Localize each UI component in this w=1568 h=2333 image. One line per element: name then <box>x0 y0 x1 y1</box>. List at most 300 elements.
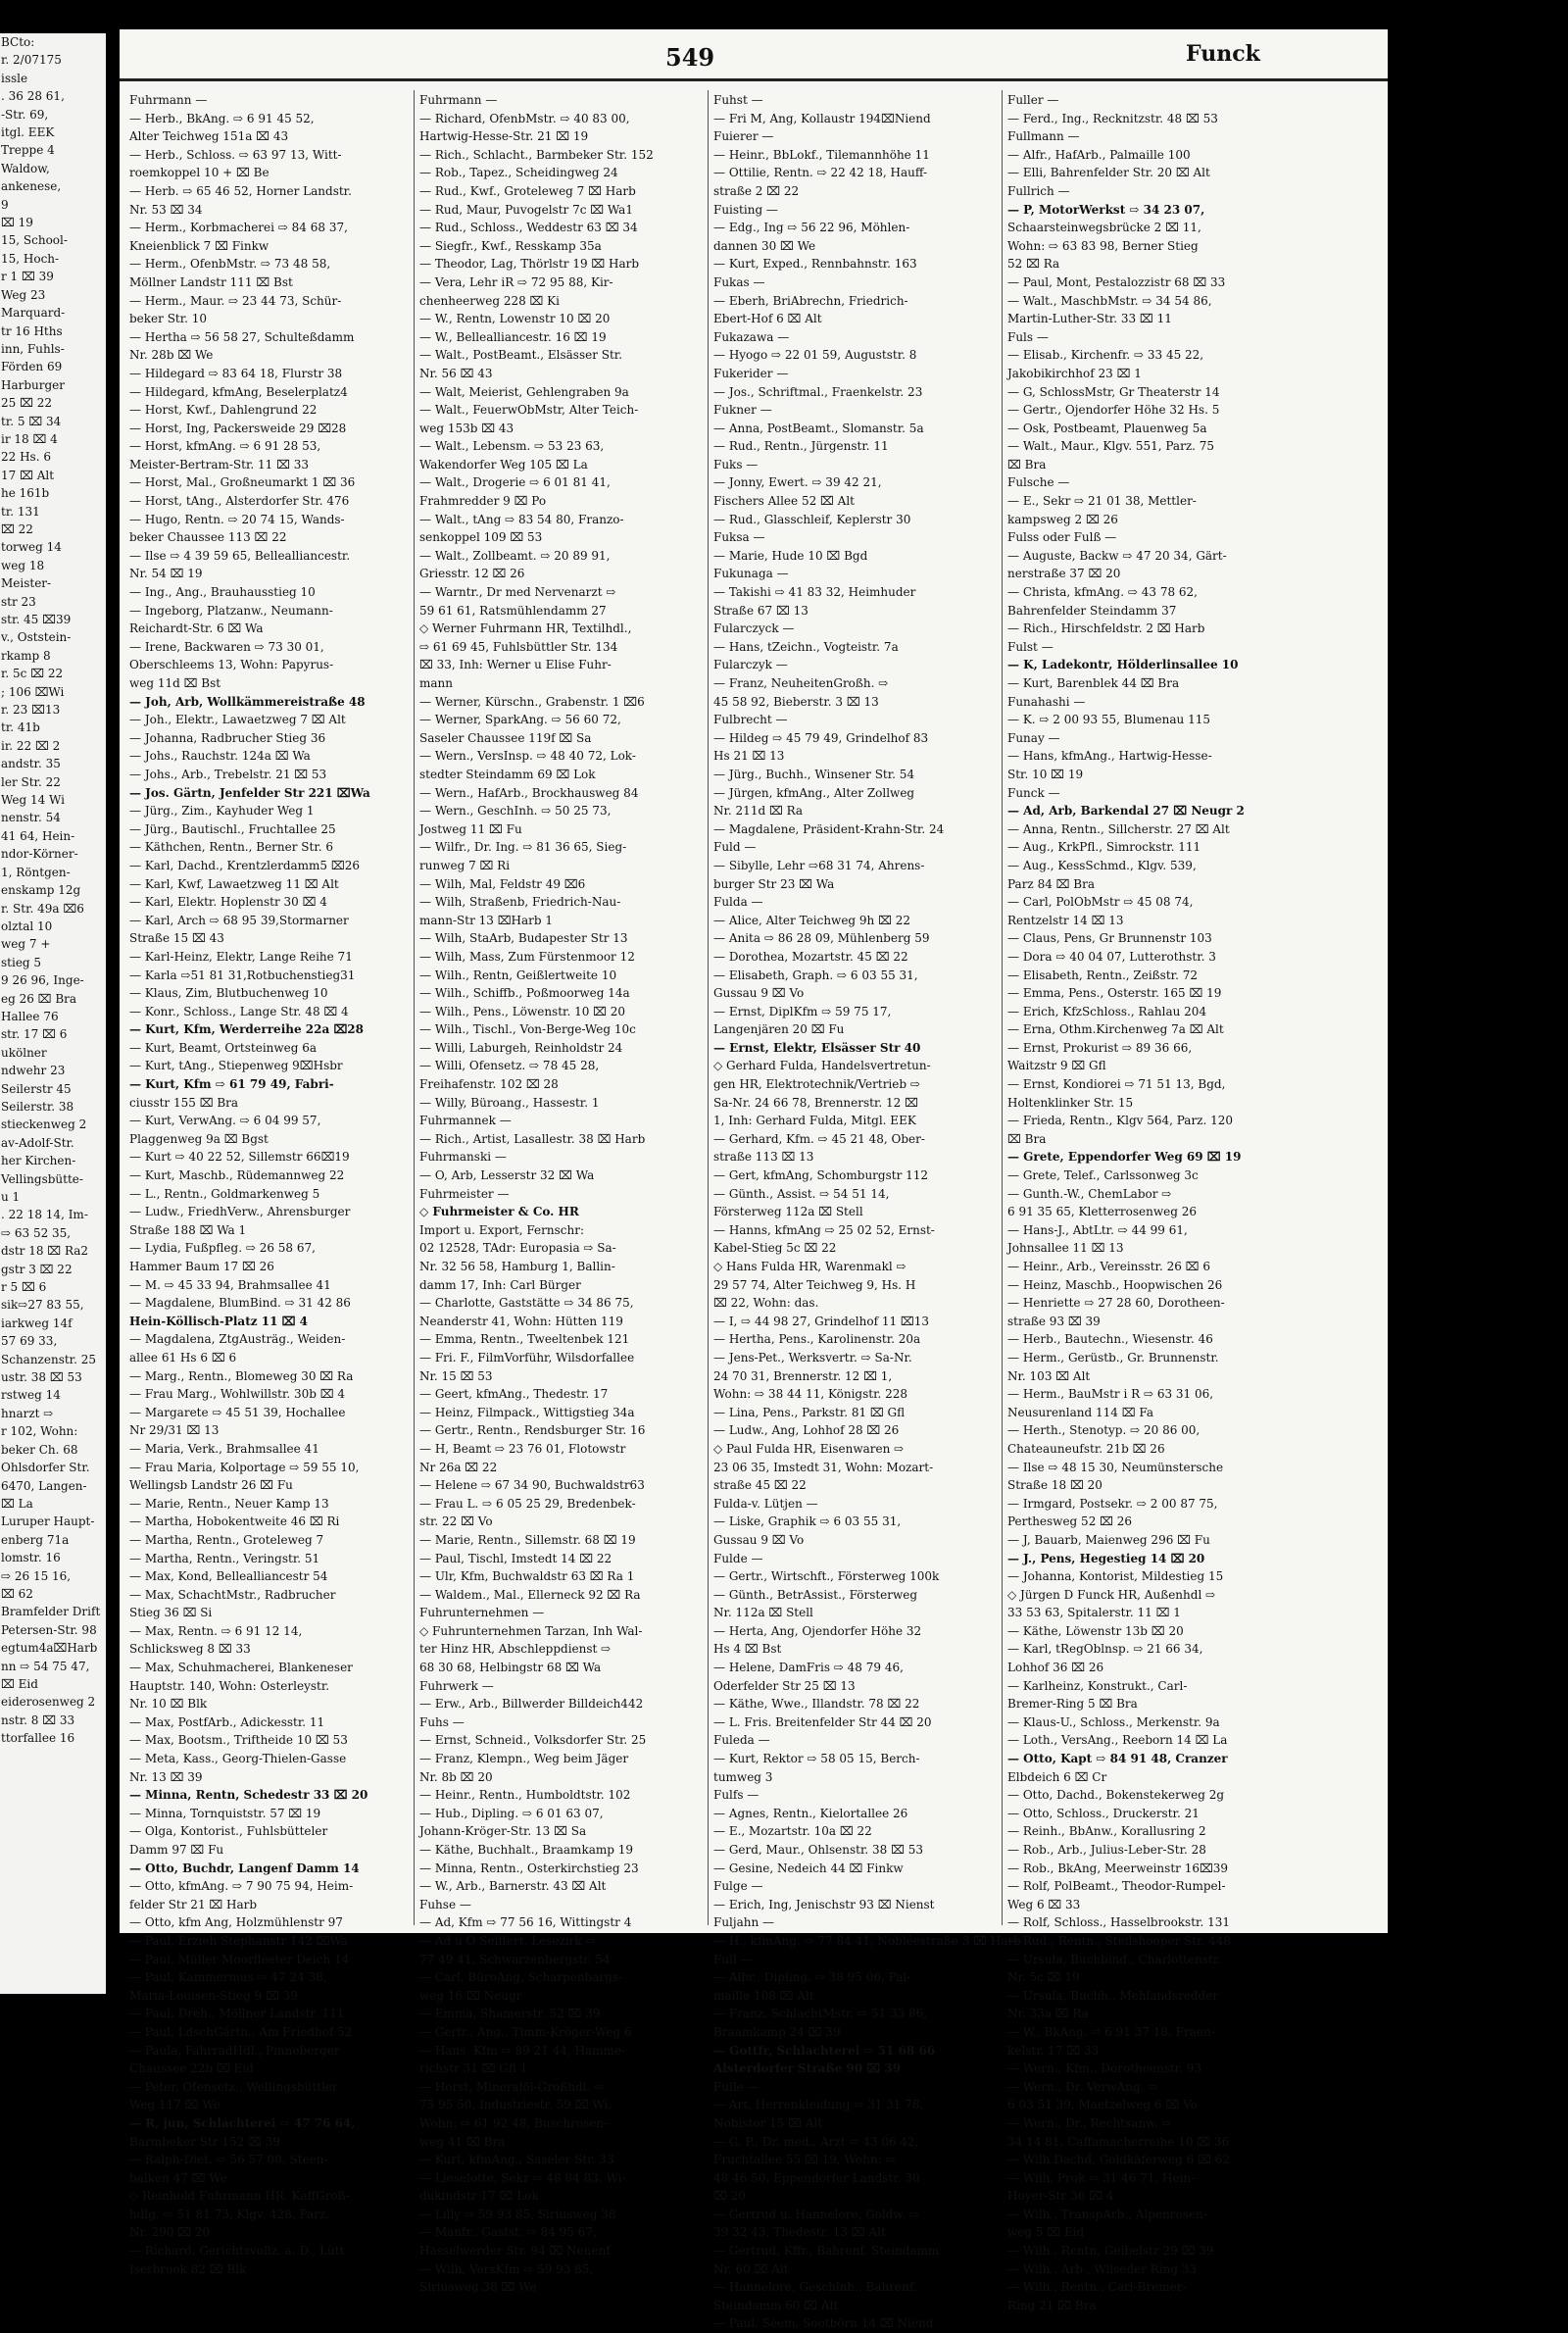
directory-entry-line: — Lina, Pens., Parkstr. 81 ⌧ Gfl <box>713 1405 906 1419</box>
prev-page-line: Marquard- <box>1 306 66 321</box>
directory-entry-line: — Werner, SparkAng. ⇨ 56 60 72, <box>419 713 621 727</box>
directory-entry-line: Alter Teichweg 151a ⌧ 43 <box>129 129 289 144</box>
directory-entry-line: — Kurt ⇨ 40 22 52, Sillemstr 66⌧19 <box>129 1150 350 1165</box>
directory-entry-line: — W., Arb., Barnerstr. 43 ⌧ Alt <box>419 1879 607 1894</box>
directory-entry-line: — G. P., Dr. med., Arzt ⇨ 43 06 42, <box>713 2134 919 2149</box>
prev-page-line: rkamp 8 <box>1 648 51 663</box>
directory-entry-line: burger Str 23 ⌧ Wa <box>713 876 835 891</box>
directory-entry-line: — Richard, Gerichtsvollz. a. D., Lütt <box>129 2244 345 2259</box>
directory-entry-line: — Kurt, Kfm ⇨ 61 79 49, Fabri- <box>129 1077 334 1092</box>
directory-entry-line: — Herm., Gerüstb., Gr. Brunnenstr. <box>1007 1350 1219 1365</box>
directory-entry-line: — Ernst, DiplKfm ⇨ 59 75 17, <box>713 1004 892 1018</box>
directory-entry-line: — Wilh., Rentn, Geibelstr 29 ⌧ 39 <box>1007 2244 1214 2259</box>
prev-page-line: he 161b <box>1 486 50 501</box>
directory-entry-line: — Klaus, Zim, Blutbuchenweg 10 <box>129 986 328 1001</box>
directory-entry-line: tumweg 3 <box>713 1769 773 1784</box>
prev-page-line: ⌧ 22 <box>1 521 33 536</box>
directory-entry-line: — J, Bauarb, Maienweg 296 ⌧ Fu <box>1007 1532 1210 1547</box>
directory-entry-line: dukindstr 17 ⌧ Lok <box>419 2189 539 2204</box>
directory-entry-line: — Gert, kfmAng, Schomburgstr 112 <box>713 1168 929 1183</box>
directory-entry-line: 39 32 43, Thedestr. 13 ⌧ Alt <box>713 2225 886 2240</box>
prev-page-line: Weg 23 <box>1 287 46 302</box>
directory-entry-line: straße 45 ⌧ 22 <box>713 1478 807 1493</box>
directory-entry-line: Nr. 10 ⌧ Blk <box>129 1697 208 1712</box>
directory-entry-line: Neanderstr 41, Wohn: Hütten 119 <box>419 1314 623 1328</box>
directory-entry-line: — Wilh Dachd, Goldkäferweg 6 ⌧ 62 <box>1007 2153 1230 2167</box>
directory-entry-line: 59 61 61, Ratsmühlendamm 27 <box>419 603 607 618</box>
directory-entry-line: — Gottfr, Schlachterei ⇨ 51 68 66 <box>713 2043 936 2058</box>
directory-entry-line: Nr. 53 ⌧ 34 <box>129 202 203 217</box>
directory-entry-line: — Otto, Dachd., Bokenstekerweg 2g <box>1007 1788 1225 1803</box>
prev-page-line: ler Str. 22 <box>1 774 61 789</box>
directory-entry-line: — Hildeg ⇨ 45 79 49, Grindelhof 83 <box>713 730 929 745</box>
directory-entry-line: 48 46 50, Eppendorfer Landstr. 30 <box>713 2170 920 2185</box>
directory-entry-line: Siriusweg 38 ⌧ We <box>419 2280 537 2295</box>
prev-page-line: tr. 5 ⌧ 34 <box>1 414 62 428</box>
directory-entry-line: — Frau Maria, Kolportage ⇨ 59 55 10, <box>129 1460 360 1474</box>
prev-page-line: ⇨ 26 15 16, <box>1 1568 72 1583</box>
directory-entry-line: — Walt., MaschbMstr. ⇨ 34 54 86, <box>1007 293 1212 308</box>
prev-page-line: rstweg 14 <box>1 1388 61 1403</box>
directory-entry-line: Nr. 33a ⌧ Ra <box>1007 2007 1089 2021</box>
directory-entry-line: — Walt., Maur., Klgv. 551, Parz. 75 <box>1007 439 1215 454</box>
prev-page-line: eg 26 ⌧ Bra <box>1 991 77 1006</box>
directory-entry-line: dannen 30 ⌧ We <box>713 238 816 253</box>
prev-page-line: ; 106 ⌧Wi <box>1 684 65 699</box>
directory-entry-line: ⌧ Bra <box>1007 1131 1047 1146</box>
directory-entry-line: — Konr., Schloss., Lange Str. 48 ⌧ 4 <box>129 1004 349 1018</box>
directory-entry-line: — Paul, Tischl, Imstedt 14 ⌧ 22 <box>419 1551 612 1565</box>
directory-entry-line: — Erna, Othm.Kirchenweg 7a ⌧ Alt <box>1007 1022 1224 1037</box>
prev-page-line: av-Adolf-Str. <box>1 1135 74 1150</box>
directory-entry-line: Straße 15 ⌧ 43 <box>129 931 224 946</box>
directory-entry-line: — Herm., BauMstr i R ⇨ 63 31 06, <box>1007 1387 1214 1402</box>
directory-entry-line: — Gertrud u. Hannelore, Goldw. ⇨ <box>713 2207 919 2221</box>
directory-entry-line: — Johs., Arb., Trebelstr. 21 ⌧ 53 <box>129 767 327 781</box>
directory-entry-line: Fuhrmann — <box>129 93 208 107</box>
directory-entry-line: — Emma, Shamerstr. 52 ⌧ 39 <box>419 2007 601 2021</box>
directory-entry-line: — Jos. Gärtn, Jenfelder Str 221 ⌧Wa <box>129 785 370 800</box>
directory-entry-line: Nr. 211d ⌧ Ra <box>713 804 804 819</box>
directory-entry-line: — Karl, Arch ⇨ 68 95 39,Stormarner <box>129 913 349 927</box>
page-number: 549 <box>665 43 715 72</box>
directory-entry-line: — Joh, Arb, Wollkämmereistraße 48 <box>129 694 366 709</box>
directory-entry-line: Fuhrmann — <box>419 93 498 107</box>
directory-entry-line: — Wern., Dr., Rechtsanw. ⇨ <box>1007 2115 1172 2130</box>
directory-entry-line: — W., Rentn, Lowenstr 10 ⌧ 20 <box>419 312 611 326</box>
directory-entry-line: — E., Sekr ⇨ 21 01 38, Mettler- <box>1007 494 1197 509</box>
directory-entry-line: — Jonny, Ewert. ⇨ 39 42 21, <box>713 475 882 490</box>
directory-entry-line: — Ad, Kfm ⇨ 77 56 16, Wittingstr 4 <box>419 1915 632 1930</box>
directory-entry-line: — Hans-J., AbtLtr. ⇨ 44 99 61, <box>1007 1222 1188 1237</box>
directory-entry-line: — Paul, LdschGärtn., Am Friedhof 52 <box>129 2024 353 2039</box>
directory-entry-line: — W., Bellealliancestr. 16 ⌧ 19 <box>419 329 607 344</box>
directory-entry-line: Hasselwerder Str. 94 ⌧ Neuenf <box>419 2244 611 2259</box>
prev-page-line: ustr. 38 ⌧ 53 <box>1 1370 82 1385</box>
directory-entry-line: — Walt., PostBeamt., Elsässer Str. <box>419 348 623 363</box>
directory-entry-line: 34 14 81, Caffamacherreihe 10 ⌧ 36 <box>1007 2134 1230 2149</box>
prev-page-line: 15, School- <box>1 233 68 248</box>
directory-entry-line: Funay — <box>1007 730 1060 745</box>
directory-entry-line: Fuhrwerk — <box>419 1678 494 1693</box>
directory-entry-line: Frahmredder 9 ⌧ Po <box>419 494 547 509</box>
directory-entry-line: Nr 26a ⌧ 22 <box>419 1460 498 1474</box>
directory-entry-line: Hoyer-Str 36 ⌧ 4 <box>1007 2189 1114 2204</box>
directory-entry-line: — Ilse ⇨ 4 39 59 65, Bellealliancestr. <box>129 548 351 563</box>
directory-entry-line: Nobistor 15 ⌧ Alt <box>713 2115 823 2130</box>
directory-entry-line: richstr 31 ⌧ Gfl 1 <box>419 2061 528 2076</box>
directory-entry-line: Alsterdorfer Straße 90 ⌧ 39 <box>713 2061 901 2076</box>
directory-entry-line: nerstraße 37 ⌧ 20 <box>1007 567 1121 581</box>
directory-entry-line: — K, Ladekontr, Hölderlinsallee 10 <box>1007 658 1239 672</box>
directory-entry-line: — Karl, Dachd., Krentzlerdamm5 ⌧26 <box>129 858 360 872</box>
directory-entry-line: Lohhof 36 ⌧ 26 <box>1007 1661 1104 1675</box>
directory-entry-line: — Karl, Kwf, Lawaetzweg 11 ⌧ Alt <box>129 876 339 891</box>
directory-entry-line: Nr. 60 ⌧ Alt <box>713 2261 789 2276</box>
prev-page-line: tr. 131 <box>1 504 40 519</box>
directory-entry-line: — Werner, Kürschn., Grabenstr. 1 ⌧6 <box>419 694 645 709</box>
directory-entry-line: Fulge — <box>713 1879 763 1894</box>
directory-entry-line: Nr. 56 ⌧ 43 <box>419 366 493 380</box>
directory-entry-line: — Karl-Heinz, Elektr, Lange Reihe 71 <box>129 949 353 964</box>
directory-entry-line: — Horst, Ing, Packersweide 29 ⌧28 <box>129 421 347 435</box>
prev-page-line: r. 23 ⌧13 <box>1 703 61 718</box>
directory-entry-line: Elbdeich 6 ⌧ Cr <box>1007 1769 1107 1784</box>
prev-page-line: str. 45 ⌧39 <box>1 613 72 626</box>
directory-entry-line: — Franz, NeuheitenGroßh. ⇨ <box>713 676 889 690</box>
directory-entry-line: — Joh., Elektr., Lawaetzweg 7 ⌧ Alt <box>129 713 346 727</box>
directory-entry-line: straße 113 ⌧ 13 <box>713 1150 814 1165</box>
directory-entry-line: — Ilse ⇨ 48 15 30, Neumünstersche <box>1007 1460 1224 1474</box>
directory-entry-line: Fuisting — <box>713 202 778 217</box>
directory-entry-line: Nr. 290 ⌧ 20 <box>129 2225 211 2240</box>
directory-entry-line: — Eberh, BriAbrechn, Friedrich- <box>713 293 908 308</box>
directory-entry-line: Kabel-Stieg 5c ⌧ 22 <box>713 1241 837 1256</box>
directory-entry-line: — L., Rentn., Goldmarkenweg 5 <box>129 1186 320 1201</box>
directory-entry-line: 77 49 41, Schwarzenbergstr. 54 <box>419 1952 611 1966</box>
prev-page-line: 9 <box>1 197 9 212</box>
directory-entry-line: — Marg., Rentn., Blomeweg 30 ⌧ Ra <box>129 1368 354 1383</box>
prev-page-line: dstr 18 ⌧ Ra2 <box>1 1244 89 1259</box>
directory-entry-line: — Minna, Rentn, Schedestr 33 ⌧ 20 <box>129 1788 368 1803</box>
directory-entry-line: Oderfelder Str 25 ⌧ 13 <box>713 1678 856 1693</box>
prev-page-line: issle <box>1 71 28 85</box>
directory-entry-line: 02 12528, TAdr: Europasia ⇨ Sa- <box>419 1241 616 1256</box>
directory-entry-line: — Wilh., Pens., Löwenstr. 10 ⌧ 20 <box>419 1004 626 1018</box>
prev-page-line: 22 Hs. 6 <box>1 450 51 465</box>
directory-entry-line: — Gertr., Ojendorfer Höhe 32 Hs. 5 <box>1007 403 1220 418</box>
directory-entry-line: — Wilh, StaArb, Budapester Str 13 <box>419 931 628 946</box>
directory-entry-line: Fuks — <box>713 457 759 472</box>
directory-entry-line: — Anita ⇨ 86 28 09, Mühlenberg 59 <box>713 931 930 946</box>
directory-entry-line: runweg 7 ⌧ Ri <box>419 858 511 872</box>
prev-page-line: olztal 10 <box>1 918 53 933</box>
directory-entry-line: — Paula, FahrradHdl., Pinneberger <box>129 2043 340 2058</box>
column-divider <box>1002 90 1003 1925</box>
prev-page-line: 1, Röntgen- <box>1 865 71 879</box>
prev-page-line: ⌧ Eid <box>1 1676 38 1691</box>
directory-entry-line: Johnsallee 11 ⌧ 13 <box>1007 1241 1124 1256</box>
directory-entry-line: — Minna, Tornquiststr. 57 ⌧ 19 <box>129 1806 321 1820</box>
directory-entry-line: — Ingeborg, Platzanw., Neumann- <box>129 603 333 618</box>
previous-page-fragment <box>0 33 106 1994</box>
directory-entry-line: — Karla ⇨51 81 31,Rotbuchenstieg31 <box>129 968 356 982</box>
directory-entry-line: Wohn: ⇨ 63 83 98, Berner Stieg <box>1007 238 1199 253</box>
directory-entry-line: mann-Str 13 ⌧Harb 1 <box>419 913 554 927</box>
directory-entry-line: Straße 188 ⌧ Wa 1 <box>129 1222 247 1237</box>
directory-entry-line: — Hyogo ⇨ 22 01 59, Auguststr. 8 <box>713 348 917 363</box>
directory-entry-line: — Paul, Mont, Pestalozzistr 68 ⌧ 33 <box>1007 274 1226 289</box>
directory-entry-line: — Hans, tZeichn., Vogteistr. 7a <box>713 639 899 654</box>
directory-entry-line: Fukerider — <box>713 366 789 380</box>
directory-entry-line: — Rich., Artist, Lasallestr. 38 ⌧ Harb <box>419 1131 646 1146</box>
directory-entry-line: — Osk, Postbeamt, Plauenweg 5a <box>1007 421 1207 435</box>
directory-entry-line: — Ursula, Buchbind., Charlottenstr. <box>1007 1952 1222 1966</box>
directory-entry-line: — Loth., VersAng., Reeborn 14 ⌧ La <box>1007 1733 1228 1748</box>
directory-entry-line: — Paul, Dreh., Möllner Landstr. 111 <box>129 2007 345 2021</box>
directory-entry-line: — Jürg., Buchh., Winsener Str. 54 <box>713 767 915 781</box>
directory-entry-line: — Heinr., Arb., Vereinsstr. 26 ⌧ 6 <box>1007 1260 1210 1273</box>
prev-page-line: Hallee 76 <box>1 1009 59 1023</box>
directory-entry-line: — Kurt, VerwAng. ⇨ 6 04 99 57, <box>129 1114 321 1128</box>
directory-entry-line: — Heinr., BbLokf., Tilemannhöhe 11 <box>713 147 930 162</box>
prev-page-line: BCto: <box>1 35 35 49</box>
directory-entry-line: — Willi, Laburgeh, Reinholdstr 24 <box>419 1040 623 1055</box>
directory-entry-line: Jakobikirchhof 23 ⌧ 1 <box>1007 366 1142 380</box>
prev-page-line: ir. 22 ⌧ 2 <box>1 738 61 753</box>
directory-entry-line: damm 17, Inh: Carl Bürger <box>419 1277 581 1292</box>
directory-entry-line: — Carl, PolObMstr ⇨ 45 08 74, <box>1007 895 1194 910</box>
directory-entry-line: Hartwig-Hesse-Str. 21 ⌧ 19 <box>419 129 589 144</box>
directory-entry-line: 23 06 35, Imstedt 31, Wohn: Mozart- <box>713 1460 934 1474</box>
directory-entry-line: — Ad u O Seiffert, Lesezirk ⇨ <box>419 1933 596 1948</box>
directory-entry-line: — Wilh, VersKfm ⇨ 59 93 85, <box>419 2261 594 2276</box>
column-1 <box>129 91 411 2278</box>
directory-entry-line: Martin-Luther-Str. 33 ⌧ 11 <box>1007 312 1172 326</box>
directory-entry-line: Wellingsb Landstr 26 ⌧ Fu <box>129 1478 293 1493</box>
directory-entry-line: — Ing., Ang., Brauhausstieg 10 <box>129 585 316 600</box>
directory-entry-line: — Dora ⇨ 40 04 07, Lutterothstr. 3 <box>1007 949 1216 964</box>
directory-entry-line: weg 5 ⌧ Eid <box>1007 2225 1085 2240</box>
directory-entry-line: — Karl, tRegOblnsp. ⇨ 21 66 34, <box>1007 1642 1203 1657</box>
directory-entry-line: 45 58 92, Bieberstr. 3 ⌧ 13 <box>713 694 879 709</box>
directory-entry-line: — Erw., Arb., Billwerder Billdeich442 <box>419 1697 644 1712</box>
directory-entry-line: Weg 117 ⌧ We <box>129 2098 220 2112</box>
directory-entry-line: — Wilh, Mal, Feldstr 49 ⌧6 <box>419 876 586 891</box>
prev-page-line: 9 26 96, Inge- <box>1 973 84 988</box>
directory-entry-line: Fulss oder Fulß — <box>1007 530 1117 545</box>
directory-entry-line: — Gertrud, Kffr., Bahrenf. Steindamm <box>713 2244 940 2259</box>
directory-entry-line: — Marie, Rentn., Sillemstr. 68 ⌧ 19 <box>419 1532 636 1547</box>
directory-entry-line: Nr. 15 ⌧ 53 <box>419 1368 493 1383</box>
directory-entry-line: — Wilh., TranspArb., Alpenrosen- <box>1007 2207 1207 2221</box>
directory-entry-line: — Paul, Kammermus ⇨ 47 24 38, <box>129 1970 327 1985</box>
directory-entry-line: maille 108 ⌧ Alt <box>713 1988 814 2003</box>
column-2 <box>419 91 704 2297</box>
prev-page-line: v., Oststein- <box>1 630 72 645</box>
directory-entry-line: — Frieda, Rentn., Klgv 564, Parz. 120 <box>1007 1114 1234 1128</box>
directory-entry-line: — Irmgard, Postsekr. ⇨ 2 00 87 75, <box>1007 1496 1218 1511</box>
prev-page-line: sik⇨27 83 55, <box>1 1298 84 1313</box>
directory-entry-line: — Siegfr., Kwf., Resskamp 35a <box>419 238 602 253</box>
prev-page-line: r 102, Wohn: <box>1 1424 78 1439</box>
directory-entry-line: — Paul, Erzieh Stephanstr 142 ⌧Wa <box>129 1933 348 1948</box>
directory-entry-line: — Magdalene, BlumBind. ⇨ 31 42 86 <box>129 1296 351 1311</box>
directory-entry-line: 68 30 68, Helbingstr 68 ⌧ Wa <box>419 1661 602 1675</box>
directory-entry-line: — Christa, kfmAng. ⇨ 43 78 62, <box>1007 585 1198 600</box>
directory-entry-line: Fuhrmannek — <box>419 1114 512 1128</box>
directory-entry-line: Saseler Chaussee 119f ⌧ Sa <box>419 730 592 745</box>
directory-entry-line: Nr. 54 ⌧ 19 <box>129 567 203 581</box>
directory-entry-line: — Käthe, Buchhalt., Braamkamp 19 <box>419 1843 634 1857</box>
directory-entry-line: — Rud., Rentn., Jürgenstr. 11 <box>713 439 889 454</box>
directory-entry-line: — Kurt, Kfm, Werderreihe 22a ⌧28 <box>129 1022 364 1037</box>
directory-entry-line: — Wilfr., Dr. Ing. ⇨ 81 36 65, Sieg- <box>419 840 627 855</box>
prev-page-line: ⌧ 62 <box>1 1586 33 1601</box>
directory-entry-line: — Ralph-Diet. ⇨ 56 57 00, Steen- <box>129 2153 328 2167</box>
directory-entry-line: ◇ Reinhold Fuhrmann HR, KaffGroß- <box>129 2189 350 2204</box>
directory-entry-line: ⇨ 61 69 45, Fuhlsbüttler Str. 134 <box>419 639 618 654</box>
directory-entry-line: Bahrenfelder Steindamm 37 <box>1007 603 1177 618</box>
directory-entry-line: — Walt., tAng ⇨ 83 54 80, Franzo- <box>419 512 624 526</box>
directory-entry-line: felder Str 21 ⌧ Harb <box>129 1897 258 1911</box>
directory-entry-line: — Rud, Maur, Puvogelstr 7c ⌧ Wa1 <box>419 202 633 217</box>
prev-page-line: ir 18 ⌧ 4 <box>1 431 58 446</box>
column-3 <box>713 91 1021 2333</box>
directory-entry-line: Neusurenland 114 ⌧ Fa <box>1007 1405 1154 1419</box>
directory-entry-line: Fulsche — <box>1007 475 1070 490</box>
directory-entry-line: — Claus, Pens, Gr Brunnenstr 103 <box>1007 931 1212 946</box>
directory-entry-line: Fulle — <box>713 2079 760 2094</box>
prev-page-line: tr. 41b <box>1 720 40 735</box>
directory-entry-line: Weg 6 ⌧ 33 <box>1007 1897 1081 1911</box>
directory-entry-line: Straße 67 ⌧ 13 <box>713 603 808 618</box>
directory-entry-line: Hauptstr. 140, Wohn: Osterleystr. <box>129 1678 330 1693</box>
directory-entry-line: Freihafenstr. 102 ⌧ 28 <box>419 1077 559 1092</box>
directory-entry-line: — Aug., KrkPfl., Simrockstr. 111 <box>1007 840 1201 855</box>
directory-entry-line: Full — <box>713 1952 753 1966</box>
directory-entry-line: — Erich, Ing, Jenischstr 93 ⌧ Nienst <box>713 1897 935 1911</box>
directory-entry-line: — Hildegard, kfmAng, Beselerplatz4 <box>129 384 348 399</box>
directory-entry-line: — Günth., Assist. ⇨ 54 51 14, <box>713 1186 890 1201</box>
directory-entry-line: — R, jun, Schlachterei ⇨ 47 76 64, <box>129 2115 356 2130</box>
directory-entry-line: — Rud., Kwf., Groteleweg 7 ⌧ Harb <box>419 183 636 198</box>
directory-entry-line: — Johs., Rauchstr. 124a ⌧ Wa <box>129 749 311 764</box>
directory-entry-line: — L. Fris. Breitenfelder Str 44 ⌧ 20 <box>713 1714 932 1729</box>
directory-entry-line: ciusstr 155 ⌧ Bra <box>129 1095 239 1110</box>
directory-entry-line: Parz 84 ⌧ Bra <box>1007 876 1095 891</box>
directory-entry-line: Fullmann — <box>1007 129 1080 144</box>
directory-entry-line: — Anna, Rentn., Sillcherstr. 27 ⌧ Alt <box>1007 821 1230 836</box>
directory-entry-line: Funck — <box>1007 785 1060 800</box>
directory-entry-line: Hs 4 ⌧ Bst <box>713 1642 782 1657</box>
header-rule <box>120 78 1388 81</box>
directory-entry-line: — E., Mozartstr. 10a ⌧ 22 <box>713 1824 872 1839</box>
directory-entry-line: 29 57 74, Alter Teichweg 9, Hs. H <box>713 1277 916 1292</box>
directory-entry-line: — Wilh., Tischl., Von-Berge-Weg 10c <box>419 1022 636 1037</box>
directory-entry-line: — H, Beamt ⇨ 23 76 01, Flotowstr <box>419 1441 626 1456</box>
directory-entry-line: Fularczyk — <box>713 658 788 672</box>
prev-page-line: Harburger <box>1 377 66 392</box>
directory-entry-line: weg 16 ⌧ Neugr <box>419 1988 522 2003</box>
directory-entry-line: Fullrich — <box>1007 183 1070 198</box>
directory-entry-line: — Hub., Dipling. ⇨ 6 01 63 07, <box>419 1806 604 1820</box>
directory-entry-line: — Kurt, Exped., Rennbahnstr. 163 <box>713 257 917 272</box>
prev-page-line: weg 7 + <box>1 937 51 952</box>
directory-entry-line: Ring 21 ⌧ Bra <box>1007 2298 1097 2312</box>
directory-entry-line: — Rob., Tapez., Scheidingweg 24 <box>419 166 618 180</box>
directory-entry-line: Reichardt-Str. 6 ⌧ Wa <box>129 621 264 636</box>
directory-entry-line: — Richard, OfenbMstr. ⇨ 40 83 00, <box>419 111 630 125</box>
directory-entry-line: — Elli, Bahrenfelder Str. 20 ⌧ Alt <box>1007 166 1210 180</box>
directory-entry-line: — Kurt, Rektor ⇨ 58 05 15, Berch- <box>713 1752 920 1766</box>
directory-entry-line: — Max, Bootsm., Triftheide 10 ⌧ 53 <box>129 1733 348 1748</box>
directory-entry-line: weg 153b ⌧ 43 <box>419 421 514 435</box>
directory-entry-line: — Jürgen, kfmAng., Alter Zollweg <box>713 785 915 800</box>
directory-entry-line: — Wilh., Arb., Wilseder Ring 33 <box>1007 2261 1198 2276</box>
directory-entry-line: — Ad, Arb, Barkendal 27 ⌧ Neugr 2 <box>1007 804 1245 819</box>
directory-entry-line: — Jürg., Zim., Kayhuder Weg 1 <box>129 804 315 819</box>
directory-entry-line: Fuljahn — <box>713 1915 775 1930</box>
directory-entry-line: — Kurt, Maschb., Rüdemannweg 22 <box>129 1168 345 1183</box>
directory-entry-line: Fulfs — <box>713 1788 760 1803</box>
directory-entry-line: roemkoppel 10 + ⌧ Be <box>129 166 270 180</box>
directory-entry-line: — Jürg., Bautischl., Fruchtallee 25 <box>129 821 336 836</box>
directory-entry-line: — Käthchen, Rentn., Berner Str. 6 <box>129 840 334 855</box>
directory-entry-line: — Gerhard, Kfm. ⇨ 45 21 48, Ober- <box>713 1131 925 1146</box>
directory-entry-line: — Carl, BüroAng, Scharpenbargs- <box>419 1970 623 1985</box>
directory-entry-line: — Karl, Elektr. Hoplenstr 30 ⌧ 4 <box>129 895 327 910</box>
directory-entry-line: — Sibylle, Lehr ⇨68 31 74, Ahrens- <box>713 858 925 872</box>
directory-entry-line: — Magdalena, ZtgAusträg., Weiden- <box>129 1332 346 1347</box>
directory-entry-line: — Auguste, Backw ⇨ 47 20 34, Gärt- <box>1007 548 1227 563</box>
directory-entry-line: — Kurt, Beamt, Ortsteinweg 6a <box>129 1040 318 1055</box>
directory-entry-line: stedter Steindamm 69 ⌧ Lok <box>419 767 596 781</box>
directory-entry-line: 75 95 50, Industriestr. 59 ⌧ Wi, <box>419 2098 612 2112</box>
directory-entry-line: 52 ⌧ Ra <box>1007 257 1060 272</box>
prev-page-line: 6470, Langen- <box>1 1478 87 1493</box>
directory-entry-line: Ebert-Hof 6 ⌧ Alt <box>713 312 822 326</box>
directory-entry-line: Nr 29/31 ⌧ 13 <box>129 1423 220 1438</box>
directory-entry-line: — Ludw., FriedhVerw., Ahrensburger <box>129 1205 351 1219</box>
directory-entry-line: Waitzstr 9 ⌧ Gfl <box>1007 1059 1106 1073</box>
directory-entry-line: — Otto, Kapt ⇨ 84 91 48, Cranzer <box>1007 1752 1228 1766</box>
prev-page-line: Waldow, <box>1 161 50 175</box>
directory-entry-line: Gussau 9 ⌧ Vo <box>713 1532 805 1547</box>
directory-entry-line: Straße 18 ⌧ 20 <box>1007 1478 1102 1493</box>
directory-entry-line: — Willy, Büroang., Hassestr. 1 <box>419 1095 600 1110</box>
directory-entry-line: — Max, Kond, Bellealliancestr 54 <box>129 1569 328 1584</box>
directory-entry-line: — Alfr., HafArb., Palmaille 100 <box>1007 147 1191 162</box>
directory-entry-line: — Edg., Ing ⇨ 56 22 96, Möhlen- <box>713 221 910 235</box>
directory-entry-line: balken 47 ⌧ We <box>129 2170 227 2185</box>
directory-entry-line: Fukas — <box>713 274 765 289</box>
directory-entry-line: — Kurt, kfmAng., Saseler Str. 33 <box>419 2153 614 2167</box>
directory-entry-line: — Walt., Drogerie ⇨ 6 01 81 41, <box>419 475 611 490</box>
directory-entry-line: — Rob., Arb., Julius-Leber-Str. 28 <box>1007 1843 1206 1857</box>
directory-entry-line: — Helene, DamFris ⇨ 48 79 46, <box>713 1661 904 1675</box>
directory-entry-line: Fuleda — <box>713 1733 770 1748</box>
prev-page-line: 15, Hoch- <box>1 251 60 266</box>
directory-entry-line: Perthesweg 52 ⌧ 26 <box>1007 1514 1133 1529</box>
directory-entry-line: ⌧ Bra <box>1007 457 1047 472</box>
directory-entry-line: 6 03 51 39, Maetzelweg 6 ⌧ Vo <box>1007 2098 1198 2112</box>
prev-page-line: egtum4a⌧Harb <box>1 1641 98 1656</box>
prev-page-line: lomstr. 16 <box>1 1551 61 1565</box>
directory-entry-line: Hs 21 ⌧ 13 <box>713 749 785 764</box>
directory-entry-line: — Olga, Kontorist., Fuhlsbütteler <box>129 1824 328 1839</box>
directory-entry-line: — Ursula, Buchh., Mehlandsredder <box>1007 1988 1219 2003</box>
